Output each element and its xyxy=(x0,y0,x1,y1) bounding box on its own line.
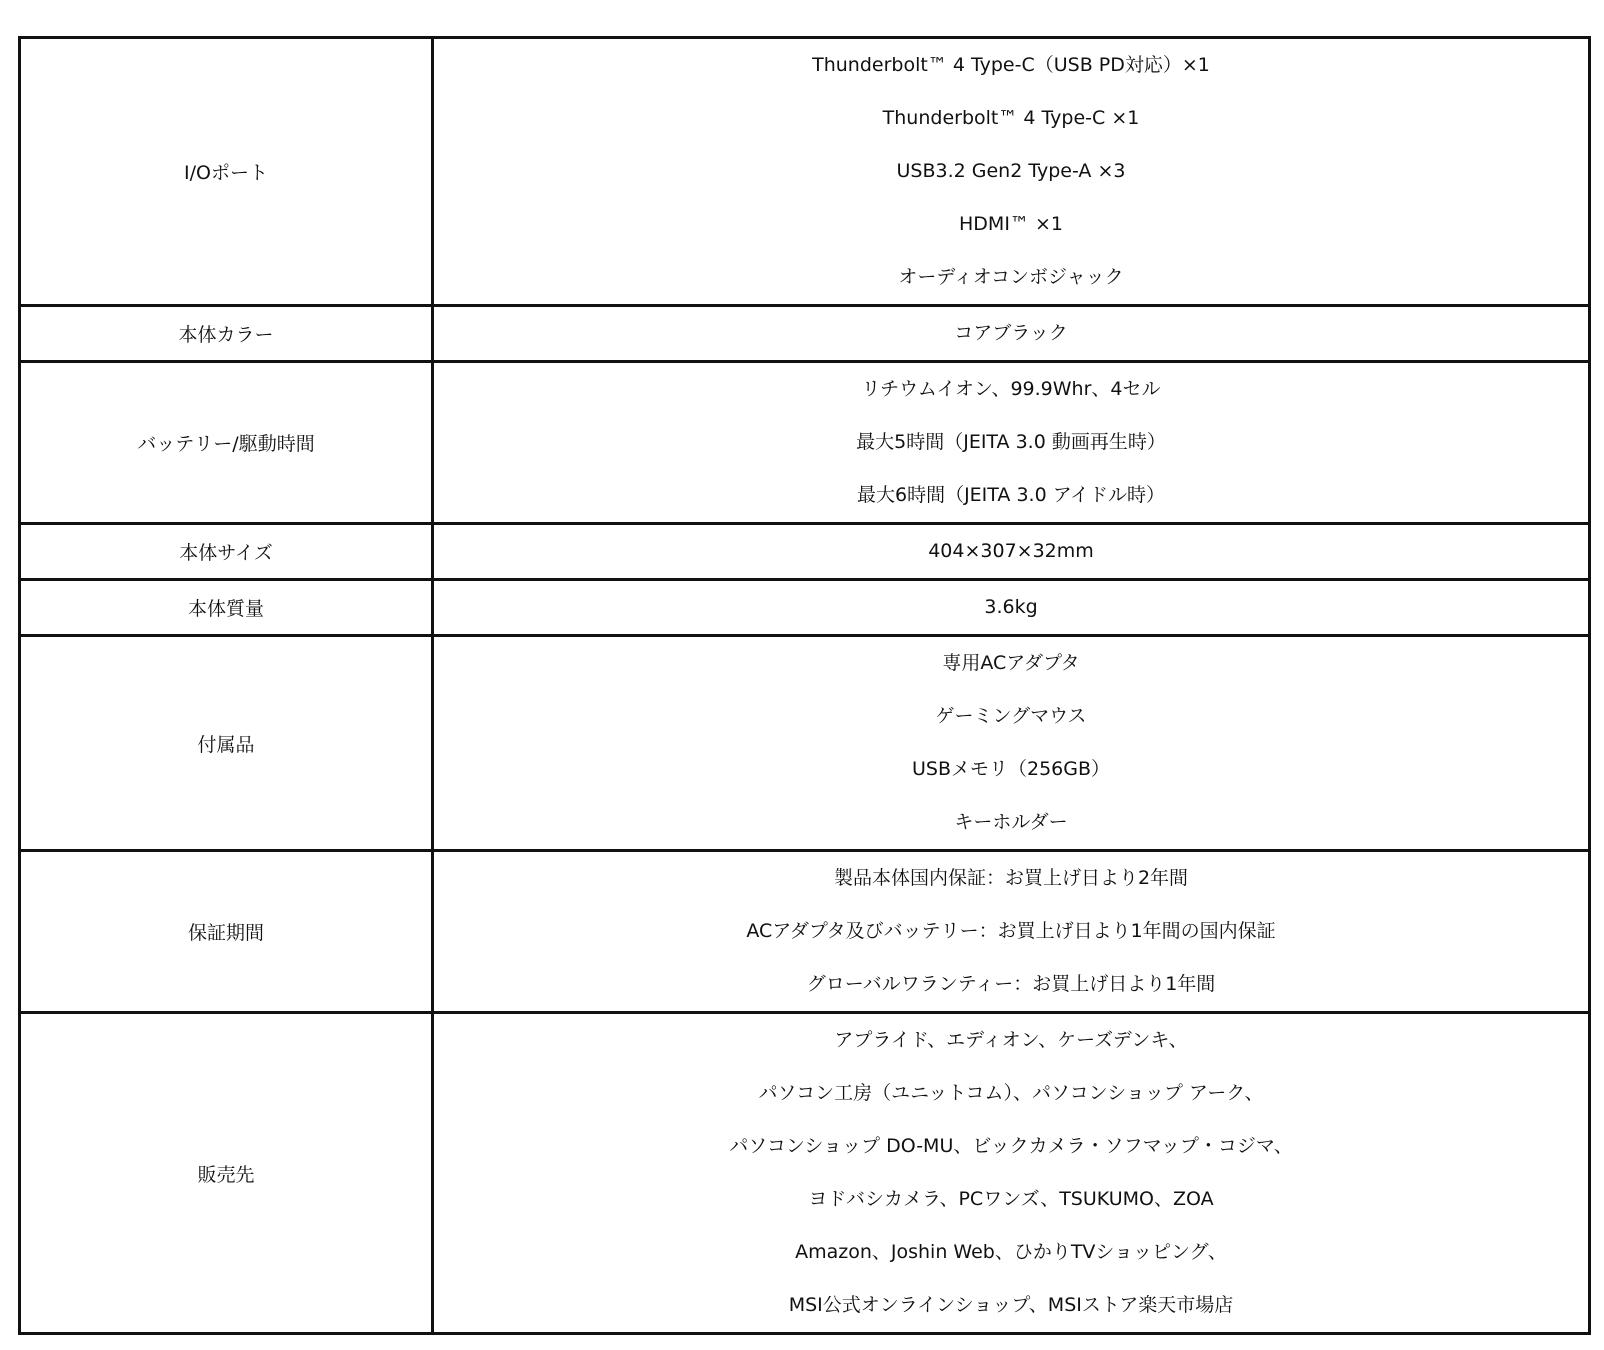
spec-value-line: Thunderbolt™ 4 Type-C ×1 xyxy=(882,107,1140,129)
spec-label: 本体サイズ xyxy=(20,524,433,580)
spec-value-cell xyxy=(433,636,1590,851)
spec-row xyxy=(20,524,1590,580)
spec-value-line: 専用ACアダプタ xyxy=(942,652,1080,674)
spec-row xyxy=(20,306,1590,362)
spec-value-line: ACアダプタ及びバッテリー：お買上げ日より1年間の国内保証 xyxy=(746,920,1276,942)
spec-table xyxy=(18,36,1591,1335)
spec-value-line: Thunderbolt™ 4 Type-C（USB PD対応）×1 xyxy=(812,54,1210,76)
spec-value-line: ヨドバシカメラ、PCワンズ、TSUKUMO、ZOA xyxy=(808,1188,1214,1210)
spec-label: 付属品 xyxy=(20,636,433,851)
spec-value-line: グローバルワランティー：お買上げ日より1年間 xyxy=(806,973,1216,995)
spec-value-line: 404×307×32mm xyxy=(928,540,1094,562)
spec-value-cell xyxy=(433,580,1590,636)
spec-value-cell xyxy=(433,38,1590,306)
spec-row xyxy=(20,38,1590,306)
spec-value-line: Amazon、Joshin Web、ひかりTVショッピング、 xyxy=(795,1241,1227,1263)
spec-row xyxy=(20,851,1590,1013)
spec-label: 本体質量 xyxy=(20,580,433,636)
spec-value-line: パソコン工房（ユニットコム）、パソコンショップ アーク、 xyxy=(758,1082,1264,1104)
spec-label: 本体カラー xyxy=(20,306,433,362)
spec-row xyxy=(20,362,1590,524)
spec-value-line: HDMI™ ×1 xyxy=(959,213,1063,235)
spec-label: 保証期間 xyxy=(20,851,433,1013)
spec-value-line: アプライド、エディオン、ケーズデンキ、 xyxy=(834,1029,1188,1051)
spec-value-cell xyxy=(433,1013,1590,1334)
spec-value-cell xyxy=(433,851,1590,1013)
spec-value-cell xyxy=(433,362,1590,524)
spec-row xyxy=(20,1013,1590,1334)
spec-row xyxy=(20,636,1590,851)
spec-value-line: キーホルダー xyxy=(954,811,1068,833)
spec-value-line: ゲーミングマウス xyxy=(935,705,1087,727)
spec-value-cell xyxy=(433,306,1590,362)
spec-value-line: 製品本体国内保証：お買上げ日より2年間 xyxy=(833,867,1189,889)
spec-value-line: 最大6時間（JEITA 3.0 アイドル時） xyxy=(856,484,1165,506)
spec-table-body xyxy=(20,38,1590,1334)
spec-value-line: コアブラック xyxy=(954,322,1068,344)
spec-label: バッテリー/駆動時間 xyxy=(20,362,433,524)
spec-value-cell xyxy=(433,524,1590,580)
spec-value-line: USBメモリ（256GB） xyxy=(911,758,1111,780)
spec-value-line: オーディオコンボジャック xyxy=(898,266,1124,288)
spec-value-line: USB3.2 Gen2 Type-A ×3 xyxy=(896,160,1126,182)
spec-row xyxy=(20,580,1590,636)
spec-value-line: リチウムイオン、99.9Whr、4セル xyxy=(861,378,1161,400)
spec-label: I/Oポート xyxy=(20,38,433,306)
spec-value-line: 3.6kg xyxy=(984,596,1038,618)
spec-value-line: パソコンショップ DO-MU、ビックカメラ・ソフマップ・コジマ、 xyxy=(729,1135,1293,1157)
spec-value-line: MSI公式オンラインショップ、MSIストア楽天市場店 xyxy=(788,1294,1234,1316)
spec-label: 販売先 xyxy=(20,1013,433,1334)
spec-value-line: 最大5時間（JEITA 3.0 動画再生時） xyxy=(856,431,1166,453)
